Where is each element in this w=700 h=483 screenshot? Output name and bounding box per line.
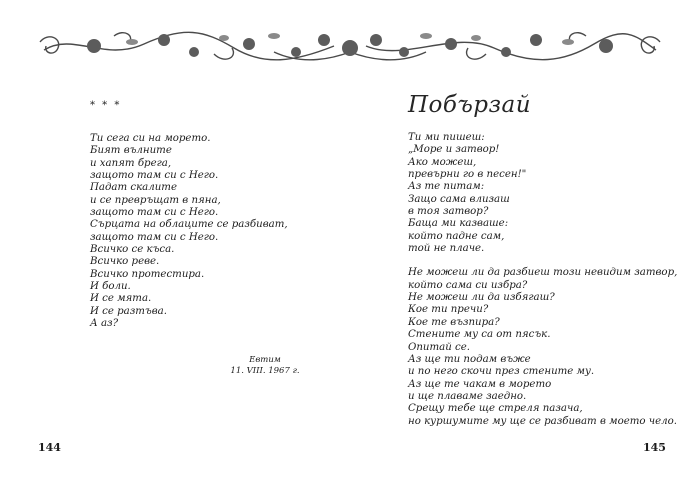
poem-line: Ако можеш, — [408, 156, 477, 168]
poem-line: Аз ще ти подам въже — [408, 353, 531, 365]
poem-line: превърни го в песен!" — [408, 169, 527, 181]
poem-line: в тоя затвор? — [408, 206, 489, 218]
poem-line: и ще плаваме заедно. — [408, 390, 527, 402]
section-stars: * * * — [90, 100, 122, 111]
poem-line: Защо сама влизаш — [408, 193, 510, 205]
poem-line: Не можеш ли да разбиеш този невидим затвор, — [408, 267, 678, 279]
poem-line: Кое ти пречи? — [408, 304, 489, 316]
page-number-right: 145 — [643, 441, 666, 454]
poem-line: Срещу тебе ще стреля пазача, — [408, 403, 583, 415]
poem-line: Аз ще те чакам в морето — [408, 378, 552, 390]
poem-line: Опитай се. — [408, 341, 470, 353]
poem-line: и хапят брега, — [90, 157, 172, 169]
signature-name: Евтим — [249, 355, 281, 365]
poem-line: той не плаче. — [408, 243, 485, 255]
poem-line: Аз те питам: — [408, 181, 485, 193]
poem-line: и се превръщат в пяна, — [90, 194, 221, 206]
right-poem-stanza-2 — [408, 267, 678, 427]
left-poem — [90, 133, 330, 331]
left-page — [90, 100, 330, 331]
poem-line: защото там си с Него. — [90, 231, 219, 243]
poem-line: Не можеш ли да избягаш? — [408, 292, 555, 304]
poem-line: „Море и затвор! — [408, 144, 500, 156]
right-page — [408, 92, 678, 428]
signature-date: 11. VIII. 1967 г. — [230, 366, 300, 376]
poem-line: и по него скочи през стените му. — [408, 366, 595, 378]
poem-line: Всичко протестира. — [90, 268, 205, 280]
poem-line: Ти сега си на морето. — [90, 133, 211, 144]
poem-line: И се разтъва. — [90, 305, 167, 317]
poem-line: който падне сам, — [408, 230, 505, 242]
poem-line: И се мята. — [90, 293, 152, 305]
poem-line: но куршумите му ще се разбиват в моето чело. — [408, 415, 677, 427]
poem-line: Падат скалите — [90, 182, 177, 194]
poem-line: Сърцата на облаците се разбиват, — [90, 219, 288, 231]
page-number-left: 144 — [38, 441, 61, 454]
stanza-gap — [408, 255, 678, 267]
poem-line: защото там си с Него. — [90, 207, 219, 219]
poem-signature — [200, 355, 330, 377]
poem-line: Баща ми казваше: — [408, 218, 509, 230]
poem-line: И боли. — [90, 281, 131, 293]
floral-vine-ornament — [34, 22, 666, 68]
poem-line: Бият вълните — [90, 145, 172, 157]
poem-line: Стените му са от пясък. — [408, 329, 551, 341]
poem-line: защото там си с Него. — [90, 170, 219, 182]
right-poem-stanza-1 — [408, 132, 678, 255]
poem-line: Всичко реве. — [90, 256, 160, 268]
poem-line: А аз? — [90, 318, 119, 330]
poem-line: Всичко се къса. — [90, 244, 175, 256]
poem-line: който сама си избра? — [408, 279, 528, 291]
poem-title: Побързай — [408, 92, 532, 118]
poem-line: Ти ми пишеш: — [408, 132, 485, 143]
poem-line: Кое те възпира? — [408, 316, 500, 328]
